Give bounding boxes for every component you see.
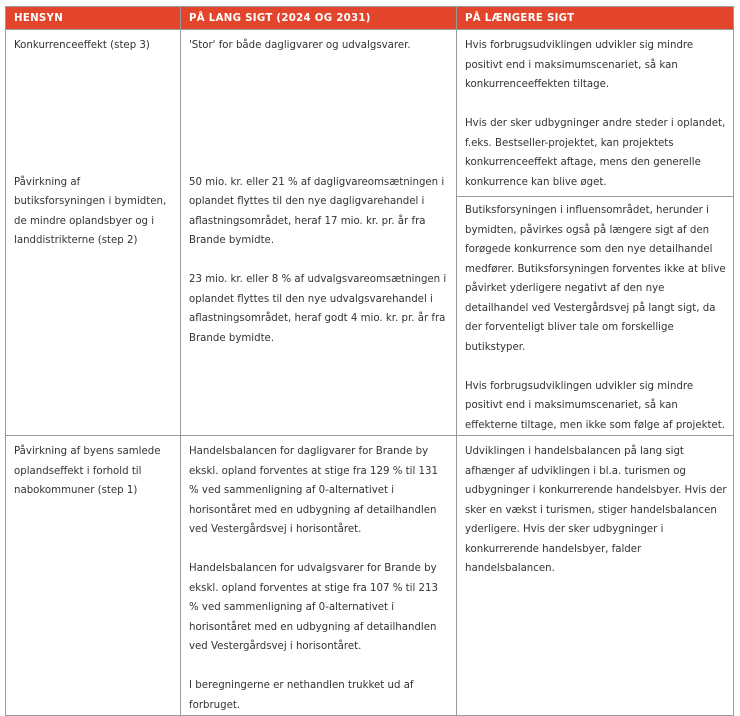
lang-handelsbalance-dagligvarer: Handelsbalancen for dagligvarer for Brande by ekskl. opland forventes at stige fra 129 % til 131 % ved sammenligning af 0-alternativet i horisontåret med en udbygning af detailhandlen ved Vestergårdsvej i horisontåret.: [189, 446, 438, 535]
laengere-sigt-cell: [457, 436, 734, 716]
lang-sigt-cell: [181, 436, 457, 716]
header-laengere-sigt: PÅ LÆNGERE SIGT: [457, 7, 734, 30]
lang-konkurrence-text: 'Stor' for både dagligvarer og udvalgsvarer.: [189, 40, 411, 51]
laengere-sigt-cell: [457, 30, 734, 436]
hensyn-table: [5, 6, 734, 716]
lang-sigt-cell: [181, 30, 457, 436]
lang-udvalgsvare-text: 23 mio. kr. eller 8 % af udvalgsvareomsætningen i oplandet flyttes til den nye udvalgsvarehandel i aflastningsområdet, heraf godt 4 mio. kr. pr. år fra Brande bymidte.: [189, 274, 447, 344]
inner-divider: [457, 196, 733, 435]
hensyn-konkurrenceeffekt: Konkurrenceeffekt (step 3): [14, 40, 150, 51]
header-lang-sigt: PÅ LANG SIGT (2024 OG 2031): [181, 7, 457, 30]
table-row: [6, 30, 734, 436]
lang-dagligvare-text: 50 mio. kr. eller 21 % af dagligvareomsætningen i oplandet flyttes til den nye dagligvarehandel i aflastningsområdet, heraf 17 mio. kr. pr. år fra Brande bymidte.: [189, 176, 445, 246]
laengere-effekter-text: Hvis forbrugsudviklingen udvikler sig mindre positivt end i maksimumscenariet, så kan effekterne tiltage, men ikke som følge af projektet.: [465, 380, 725, 431]
hensyn-cell: [6, 436, 181, 716]
laengere-forbrug-text: Hvis forbrugsudviklingen udvikler sig mindre positivt end i maksimumscenariet, så kan konkurrenceeffekten tiltage.: [465, 40, 694, 90]
hensyn-cell: [6, 30, 181, 436]
hensyn-butiksforsyning: Påvirkning af butiksforsyningen i bymidten, de mindre oplandsbyer og i landdistrikterne (step 2): [14, 176, 167, 246]
header-row: [6, 7, 734, 30]
header-hensyn: HENSYN: [6, 7, 181, 30]
lang-nethandel-note: I beregningerne er nethandlen trukket ud af forbruget.: [189, 680, 414, 711]
laengere-handelsbalance-text: Udviklingen i handelsbalancen på lang sigt afhænger af udviklingen i bl.a. turismen og udbygninger i konkurrerende handelsbyer. Hvis der sker en vækst i turismen, stiger handelsbalancen yderligere. Hvis der sker udbygninger i konkurrerende handelsbyer, falder handelsbalancen.: [465, 446, 727, 574]
laengere-butiksforsyning-text: Butiksforsyningen i influensområdet, herunder i bymidten, påvirkes også på længere sigt af den forøgede konkurrence som den nye detailhandel medfører. Butiksforsyningen forventes ikke at blive påvirket yderligere negativt af den nye detailhandel ved Vestergårdsvej på langt sigt, da der forventeligt bliver tale om forskellige butikstyper.: [465, 205, 726, 353]
lang-handelsbalance-udvalgsvarer: Handelsbalancen for udvalgsvarer for Brande by ekskl. opland forventes at stige fra 107 % til 213 % ved sammenligning af 0-alternativet i horisontåret med en udbygning af detailhandlen ved Vestergårdsvej i horisontåret.: [189, 563, 438, 652]
laengere-udbygning-text: Hvis der sker udbygninger andre steder i oplandet, f.eks. Bestseller-projektet, kan projektets konkurrenceeffekt aftage, mens den generelle konkurrence kan blive øget.: [465, 118, 726, 188]
hensyn-oplandseffekt: Påvirkning af byens samlede oplandseffekt i forhold til nabokommuner (step 1): [14, 446, 161, 496]
table-row: [6, 436, 734, 716]
